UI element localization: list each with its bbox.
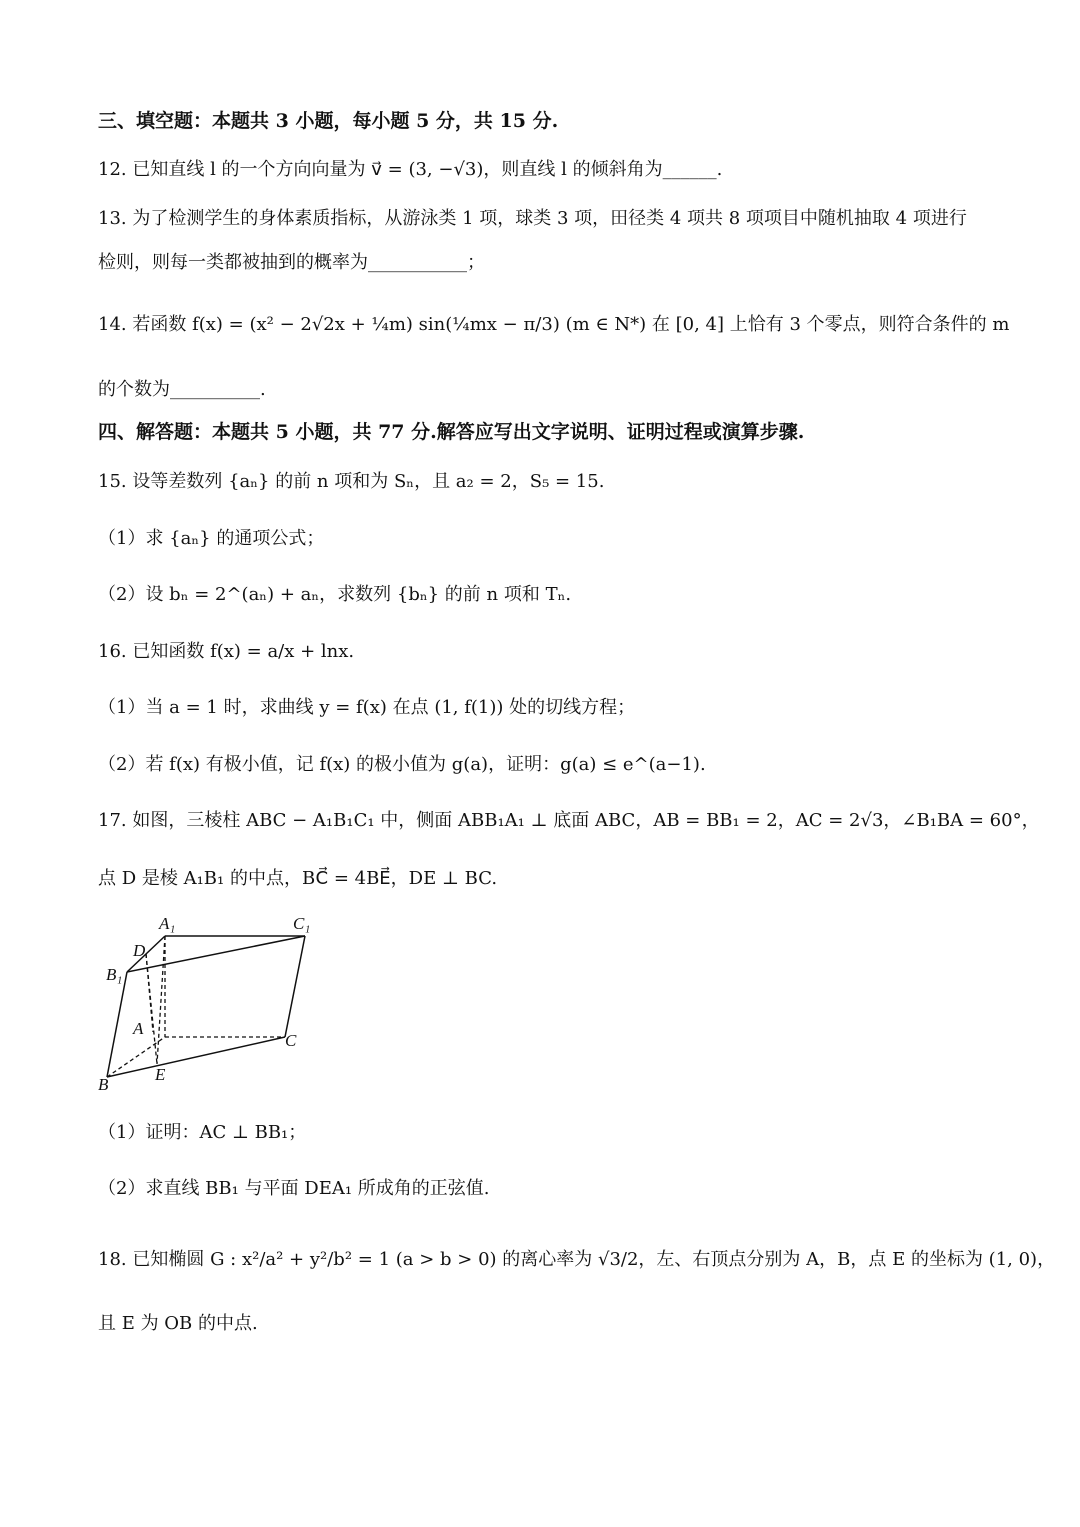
question-18-line-1: 18. 已知椭圆 G : x²/a² + y²/b² = 1 (a > b > 0) 的离心率为 √3/2，左、右顶点分别为 A，B，点 E 的坐标为 (1, 0)， (98, 1249, 1056, 1270)
label-a1: A₁ (159, 914, 176, 933)
question-15-part-1: （1）求 {aₙ} 的通项公式； (98, 528, 325, 549)
section-heading-solutions: 四、解答题：本题共 5 小题，共 77 分.解答应写出文字说明、证明过程或演算步骤. (98, 421, 805, 443)
question-16-part-2: （2）若 f(x) 有极小值，记 f(x) 的极小值为 g(a)，证明：g(a) ≤ e^(a−1). (98, 754, 706, 775)
segment-d-aux (146, 954, 153, 1032)
edge-b-c (107, 1037, 285, 1077)
edge-c1-c (285, 936, 305, 1037)
question-16: 16. 已知函数 f(x) = a/x + lnx. (98, 641, 355, 662)
prism-figure (95, 912, 320, 1097)
question-17-line-1: 17. 如图，三棱柱 ABC − A₁B₁C₁ 中，侧面 ABB₁A₁ ⊥ 底面 ABC，AB = BB₁ = 2，AC = 2√3，∠B₁BA = 60°， (98, 810, 1040, 831)
question-16-part-1: （1）当 a = 1 时，求曲线 y = f(x) 在点 (1, f(1)) 处的切线方程； (98, 697, 636, 718)
section-heading-fill-in: 三、填空题：本题共 3 小题，每小题 5 分，共 15 分. (98, 110, 559, 132)
segment-a1-e (157, 936, 165, 1064)
question-14-line-2: 的个数为__________. (98, 379, 266, 400)
label-c1: C₁ (293, 914, 311, 933)
question-17-line-2: 点 D 是棱 A₁B₁ 的中点，BC⃗ = 4BE⃗，DE ⊥ BC. (98, 868, 498, 889)
label-e: E (155, 1065, 166, 1084)
label-c: C (285, 1031, 297, 1050)
question-15-part-2: （2）设 bₙ = 2^(aₙ) + aₙ，求数列 {bₙ} 的前 n 项和 Tₙ. (98, 584, 572, 605)
question-13-line-1: 13. 为了检测学生的身体素质指标，从游泳类 1 项，球类 3 项，田径类 4 项共 8 项项目中随机抽取 4 项进行 (98, 208, 967, 229)
question-12: 12. 已知直线 l 的一个方向向量为 v⃗ = (3, −√3)，则直线 l 的倾斜角为______. (98, 159, 723, 180)
edge-b1-b (107, 972, 127, 1077)
question-15: 15. 设等差数列 {aₙ} 的前 n 项和为 Sₙ，且 a₂ = 2，S₅ = 15. (98, 471, 605, 492)
label-d: D (133, 941, 146, 960)
question-18-line-2: 且 E 为 OB 的中点. (98, 1313, 258, 1334)
label-a: A (133, 1019, 144, 1038)
question-17-part-2: （2）求直线 BB₁ 与平面 DEA₁ 所成角的正弦值. (98, 1178, 490, 1199)
question-17-part-1: （1）证明：AC ⊥ BB₁； (98, 1122, 307, 1143)
question-13-line-2: 检则，则每一类都被抽到的概率为___________； (98, 252, 485, 273)
label-b: B (98, 1075, 109, 1094)
edge-b1-c1 (127, 936, 305, 972)
label-b1: B₁ (106, 965, 123, 984)
question-14-line-1: 14. 若函数 f(x) = (x² − 2√2x + ¼m) sin(¼mx − π/3) (m ∈ N*) 在 [0, 4] 上恰有 3 个零点，则符合条件的 m (98, 314, 1010, 335)
